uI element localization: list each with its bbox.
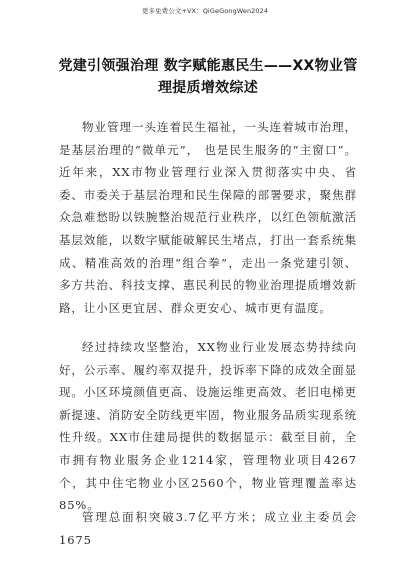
paragraph bbox=[59, 506, 357, 551]
document-title: 党建引领强治理 数字赋能惠民生——XX物业管理提质增效综述 bbox=[58, 58, 358, 96]
paragraph-text: 物业管理一头连着民生福祉，一头连着城市治理，是基层治理的“微单元”， 也是民生服务的“主窗口”。近年来，XX市物业管理行业深入贯彻落实中央、省委、市委关于基层治理和民生保障的部署要求，聚焦群众急难愁盼以铁腕整治规范行业秩序，以红色领航激活基层效能，以数字赋能破解民生堵点，打出一套系统集成、精准高效的治理“组合拳”，走出一条党建引领、多方共治、科技支撑、惠民利民的物业治理提质增效新路，让小区更宜居、群众更安心、城市更有温度。 bbox=[59, 120, 357, 315]
header-note: 更多免费公文+VX：QiGeGongWen2024 bbox=[141, 7, 269, 15]
paragraph-text: 管理总面积突破3.7亿平方米；成立业主委员会1675 bbox=[59, 510, 357, 547]
paragraph bbox=[59, 116, 357, 319]
paragraph bbox=[59, 336, 357, 517]
paragraph-text: 经过持续攻坚整治，XX物业行业发展态势持续向好，公示率、履约率双提升，投诉率下降的成效全面显现。小区环境颜值更高、设施运维更高效、老旧电梯更新提速、消防安全防线更牢固，物业服务品质实现系统性升级。XX市住建局提供的数据显示：截至目前，全市拥有物业服务企业1214家，管理物业项目4267个，其中住宅物业小区2560个，物业管理覆盖率达85%。 bbox=[59, 340, 357, 513]
